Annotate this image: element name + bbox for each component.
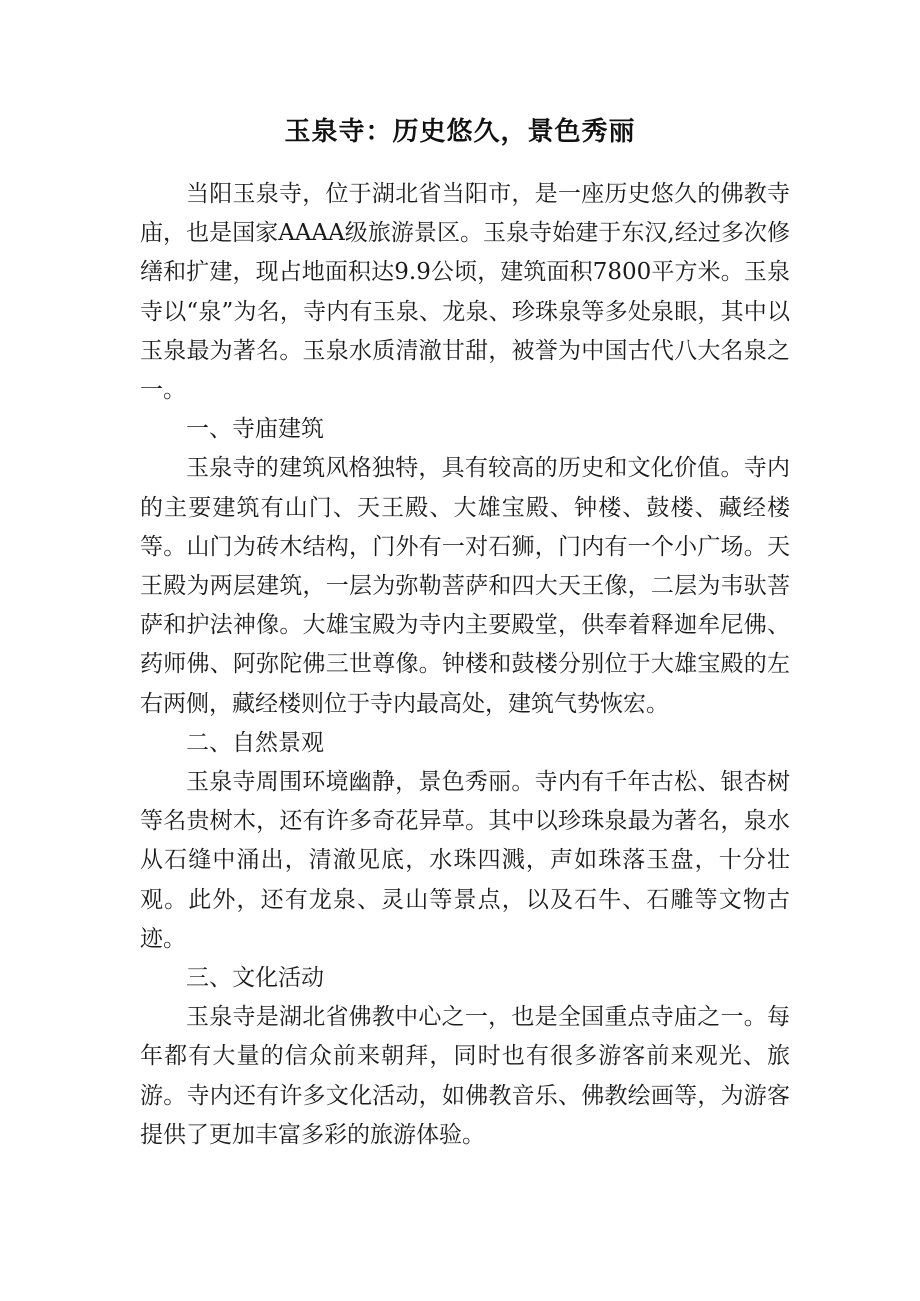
paragraph-culture: 玉泉寺是湖北省佛教中心之一，也是全国重点寺庙之一。每年都有大量的信众前来朝拜，同时也有很多游客前来观光、旅游。寺内还有许多文化活动，如佛教音乐、佛教绘画等，为游客提供了更加丰富多彩的旅游体验。 [140,1004,790,1148]
section-heading-landscape: 二、自然景观 [186,729,324,756]
section-heading-architecture: 一、寺庙建筑 [186,416,324,443]
section-heading-culture: 三、文化活动 [186,965,324,992]
document-body [140,175,790,1155]
paragraph-landscape: 玉泉寺周围环境幽静，景色秀丽。寺内有千年古松、银杏树等名贵树木，还有许多奇花异草。其中以珍珠泉最为著名，泉水从石缝中涌出，清澈见底，水珠四溅，声如珠落玉盘，十分壮观。此外，还有龙泉、灵山等景点，以及石牛、石雕等文物古迹。 [140,769,790,952]
paragraph-architecture: 玉泉寺的建筑风格独特，具有较高的历史和文化价值。寺内的主要建筑有山门、天王殿、大雄宝殿、钟楼、鼓楼、藏经楼等。山门为砖木结构，门外有一对石狮，门内有一个小广场。天王殿为两层建筑，一层为弥勒菩萨和四大天王像，二层为韦驮菩萨和护法神像。大雄宝殿为寺内主要殿堂，供奉着释迦牟尼佛、药师佛、阿弥陀佛三世尊像。钟楼和鼓楼分别位于大雄宝殿的左右两侧，藏经楼则位于寺内最高处，建筑气势恢宏。 [140,455,790,717]
document-title: 玉泉寺：历史悠久，景色秀丽 [284,117,636,147]
paragraph-intro: 当阳玉泉寺，位于湖北省当阳市，是一座历史悠久的佛教寺庙，也是国家AAAA级旅游景区。玉泉寺始建于东汉,经过多次修缮和扩建，现占地面积达9.9公顷，建筑面积7800平方米。玉泉寺以“泉”为名，寺内有玉泉、龙泉、珍珠泉等多处泉眼，其中以玉泉最为著名。玉泉水质清澈甘甜，被誉为中国古代八大名泉之一。 [140,181,790,404]
